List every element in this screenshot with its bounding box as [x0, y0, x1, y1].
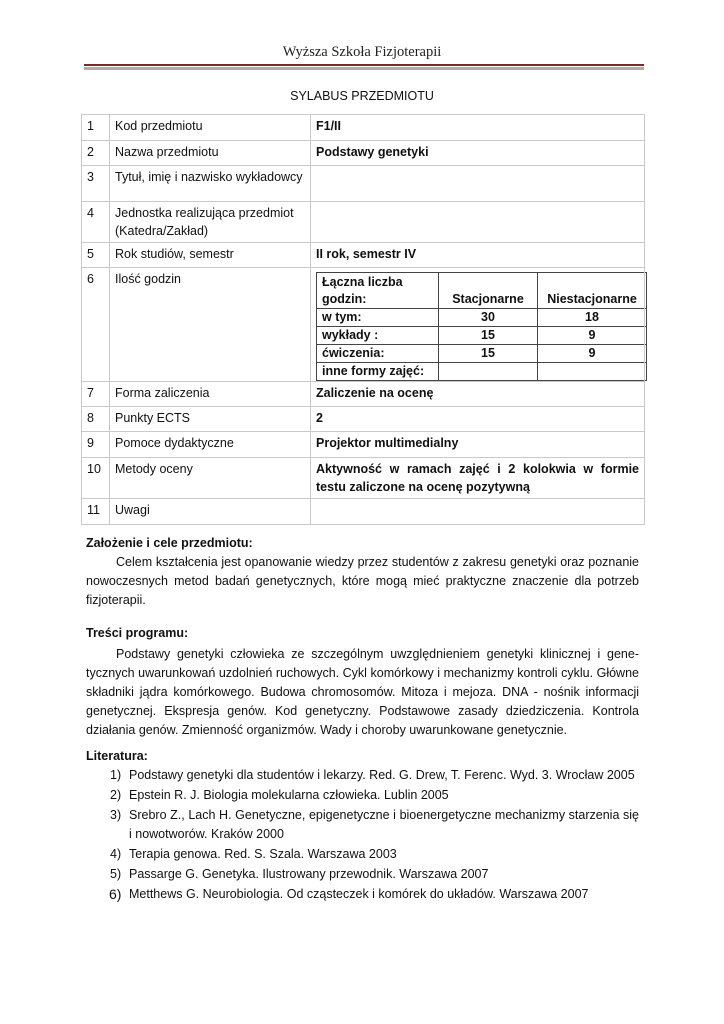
hours-stationary-header: Stacjonarne	[439, 273, 538, 309]
document-title: SYLABUS PRZEDMIOTU	[290, 89, 434, 103]
list-item-number: 3)	[110, 808, 122, 822]
literature-list	[86, 766, 639, 904]
row-value: Aktywność w ramach zajęć i 2 kolokwia w formie testu zaliczone na ocenę pozytywną	[311, 458, 645, 499]
hours-extramural-value	[538, 363, 647, 381]
table-row	[82, 243, 645, 268]
list-item-number: 4)	[110, 847, 122, 861]
list-item-number: 6)	[109, 886, 122, 902]
header-rule	[84, 64, 644, 66]
hours-row-label: wykłady :	[317, 327, 439, 345]
row-label: Rok studiów, semestr	[110, 243, 311, 268]
row-label: Kod przedmiotu	[110, 115, 311, 141]
program-text: Podstawy genetyki człowieka ze szczególnym uwzględnieniem genetyki klinicznej i gene-tycznych uwarunkowań uzdolnień ruchowych. Cykl komórkowy i mechanizmy kontroli cyklu. Główne składniki jądra komórkowego. Budowa chromosomów. Mitoza i mejoza. DNA - nośnik informacji genetycznej. Ekspresja genów. Kod genetyczny. Podstawowe zasady dziedziczenia. Kontrola działania genów. Zmienność organizmów. Wady i choroby uwarunkowane genetycznie.	[86, 647, 639, 737]
list-item-text: Passarge G. Genetyka. Ilustrowany przewodnik. Warszawa 2007	[129, 867, 489, 881]
program-heading: Treści programu:	[86, 626, 189, 640]
row-number: 5	[82, 243, 110, 268]
row-value	[311, 202, 645, 243]
hours-cell	[311, 268, 645, 382]
hours-stationary-value: 15	[439, 345, 538, 363]
row-value	[311, 166, 645, 202]
row-number: 3	[82, 166, 110, 202]
list-item	[86, 885, 639, 904]
goals-text: Celem kształcenia jest opanowanie wiedzy przez studentów z zakresu genetyki oraz poznanie nowoczesnych metod badań genetycznych, które mogą mieć praktyczne znaczenie dla potrzeb fizjoterapii.	[86, 555, 639, 607]
list-item-text: Srebro Z., Lach H. Genetyczne, epigenetyczne i bioenergetyczne mechanizmy starzenia się i nowotworów. Kraków 2000	[129, 808, 639, 841]
list-item-text: Metthews G. Neurobiologia. Od cząsteczek i komórek do układów. Warszawa 2007	[129, 887, 589, 901]
table-row	[82, 166, 645, 202]
hours-stationary-value: 30	[439, 309, 538, 327]
hours-row-label: ćwiczenia:	[317, 345, 439, 363]
list-item-number: 1)	[110, 768, 122, 782]
row-number: 10	[82, 458, 110, 499]
hours-total-label: Łączna liczba godzin:	[317, 273, 439, 309]
hours-extramural-value: 9	[538, 345, 647, 363]
row-number: 2	[82, 141, 110, 166]
row-number: 6	[82, 268, 110, 382]
row-label: Uwagi	[110, 499, 311, 525]
table-row	[82, 382, 645, 407]
table-row	[82, 458, 645, 499]
list-item-text: Podstawy genetyki dla studentów i lekarzy. Red. G. Drew, T. Ferenc. Wyd. 3. Wrocław 2005	[129, 768, 635, 782]
table-row	[82, 141, 645, 166]
row-label: Punkty ECTS	[110, 407, 311, 432]
list-item	[86, 845, 639, 864]
hours-row-label: inne formy zajęć:	[317, 363, 439, 381]
hours-stationary-value	[439, 363, 538, 381]
table-row	[82, 202, 645, 243]
hours-table	[316, 272, 647, 381]
hours-row	[317, 327, 647, 345]
hours-row	[317, 345, 647, 363]
row-label: Nazwa przedmiotu	[110, 141, 311, 166]
hours-extramural-header: Niestacjonarne	[538, 273, 647, 309]
row-number: 11	[82, 499, 110, 525]
literature-section	[86, 747, 639, 904]
table-row	[82, 499, 645, 525]
row-number: 4	[82, 202, 110, 243]
hours-row	[317, 363, 647, 381]
row-label: Metody oceny	[110, 458, 311, 499]
row-label: Tytuł, imię i nazwisko wykładowcy	[110, 166, 311, 202]
row-label: Jednostka realizująca przedmiot (Katedra/Zakład)	[110, 202, 311, 243]
row-label: Pomoce dydaktyczne	[110, 432, 311, 458]
goals-section	[86, 534, 639, 610]
row-number: 7	[82, 382, 110, 407]
table-row	[82, 115, 645, 141]
syllabus-table	[81, 114, 645, 525]
row-value	[311, 499, 645, 525]
row-value: Podstawy genetyki	[311, 141, 645, 166]
list-item-text: Terapia genowa. Red. S. Szala. Warszawa 2003	[129, 847, 397, 861]
list-item-number: 2)	[110, 788, 122, 802]
table-row	[82, 268, 645, 382]
row-value: F1/II	[311, 115, 645, 141]
header-rule-shadow	[84, 67, 644, 70]
row-number: 8	[82, 407, 110, 432]
list-item	[86, 766, 639, 785]
hours-row	[317, 309, 647, 327]
row-value: II rok, semestr IV	[311, 243, 645, 268]
hours-row-label: w tym:	[317, 309, 439, 327]
list-item-number: 5)	[110, 867, 122, 881]
list-item	[86, 786, 639, 805]
table-row	[82, 407, 645, 432]
row-value: 2	[311, 407, 645, 432]
row-value: Projektor multimedialny	[311, 432, 645, 458]
row-value: Zaliczenie na ocenę	[311, 382, 645, 407]
row-label: Forma zaliczenia	[110, 382, 311, 407]
list-item	[86, 806, 639, 844]
row-number: 1	[82, 115, 110, 141]
row-label: Ilość godzin	[110, 268, 311, 382]
row-number: 9	[82, 432, 110, 458]
goals-heading: Założenie i cele przedmiotu:	[86, 536, 253, 550]
hours-stationary-value: 15	[439, 327, 538, 345]
institution-header: Wyższa Szkoła Fizjoterapii	[282, 44, 442, 60]
program-section	[86, 624, 639, 740]
list-item-text: Epstein R. J. Biologia molekularna człowieka. Lublin 2005	[129, 788, 449, 802]
hours-extramural-value: 9	[538, 327, 647, 345]
table-row	[82, 432, 645, 458]
list-item	[86, 865, 639, 884]
literature-heading: Literatura:	[86, 749, 148, 763]
hours-extramural-value: 18	[538, 309, 647, 327]
hours-header-row	[317, 273, 647, 309]
